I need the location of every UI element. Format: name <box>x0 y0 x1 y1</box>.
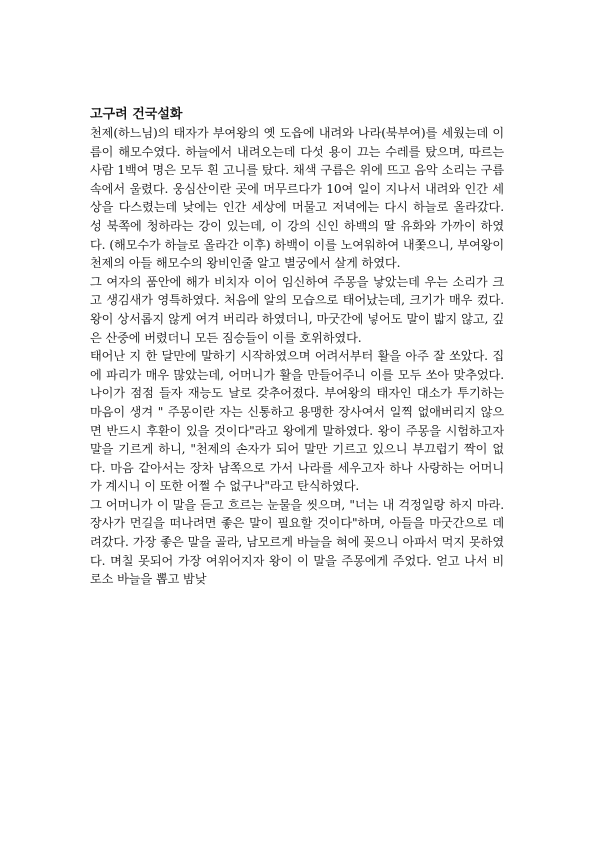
document-page <box>90 106 504 589</box>
paragraph-3: 태어난 지 한 달만에 말하기 시작하였으며 어려서부터 활을 아주 잘 쏘았다. 집에 파리가 매우 많았는데, 어머니가 활을 만들어주니 이를 모두 쏘아 맞추었다. 나이가 점점 들자 재능도 날로 갖추어졌다. 부여왕의 태자인 대소가 투기하는 마음이 생겨 " 주몽이란 자는 신통하고 용맹한 장사여서 일찍 없애버리지 않으면 반드시 후환이 있을 것이다"라고 왕에게 말하였다. 왕이 주몽을 시험하고자 말을 기르게 하니, "천제의 손자가 되어 말만 기르고 있으니 부끄럽기 짝이 없다. 마음 같아서는 장차 남쪽으로 가서 나라를 세우고자 하나 사랑하는 어머니가 계시니 이 또한 어쩔 수 없구나"라고 탄식하였다. <box>90 349 504 494</box>
document-title: 고구려 건국설화 <box>90 107 183 122</box>
paragraph-1: 천제(하느님)의 태자가 부여왕의 옛 도읍에 내려와 나라(북부여)를 세웠는데 이름이 해모수였다. 하늘에서 내려오는데 다섯 용이 끄는 수레를 탔으며, 따르는 사람 1백여 명은 모두 흰 고니를 탔다. 채색 구름은 위에 뜨고 음악 소리는 구름 속에서 울렸다. 웅심산이란 곳에 머무르다가 10여 일이 지나서 내려와 인간 세상을 다스렸는데 낮에는 인간 세상에 머물고 저녁에는 다시 하늘로 올라갔다. 성 북쪽에 청하라는 강이 있는데, 이 강의 신인 하백의 딸 유화와 가까이 하였다. (해모수가 하늘로 올라간 이후) 하백이 이를 노여워하여 내쫓으니, 부여왕이 천제의 아들 해모수의 왕비인줄 알고 별궁에서 살게 하였다. <box>90 126 504 271</box>
paragraph-2: 그 여자의 품안에 해가 비치자 이어 임신하여 주몽을 낳았는데 우는 소리가 크고 생김새가 영특하였다. 처음에 알의 모습으로 태어났는데, 크기가 매우 컸다. 왕이 상서롭지 않게 여겨 버리라 하였더니, 마굿간에 넣어도 말이 밟지 않고, 깊은 산중에 버렸더니 모든 짐승들이 이를 호위하였다. <box>90 274 504 345</box>
paragraph-4: 그 어머니가 이 말을 듣고 흐르는 눈물을 씻으며, "너는 내 걱정일랑 하지 마라. 장사가 먼길을 떠나려면 좋은 말이 필요할 것이다"하며, 아들을 마굿간으로 데려갔다. 가장 좋은 말을 골라, 남모르게 바늘을 혀에 꽂으니 아파서 먹지 못하였다. 며칠 못되어 가장 여위어지자 왕이 이 말을 주몽에게 주었다. 얻고 나서 비로소 바늘을 뽑고 밤낮 <box>90 497 504 587</box>
